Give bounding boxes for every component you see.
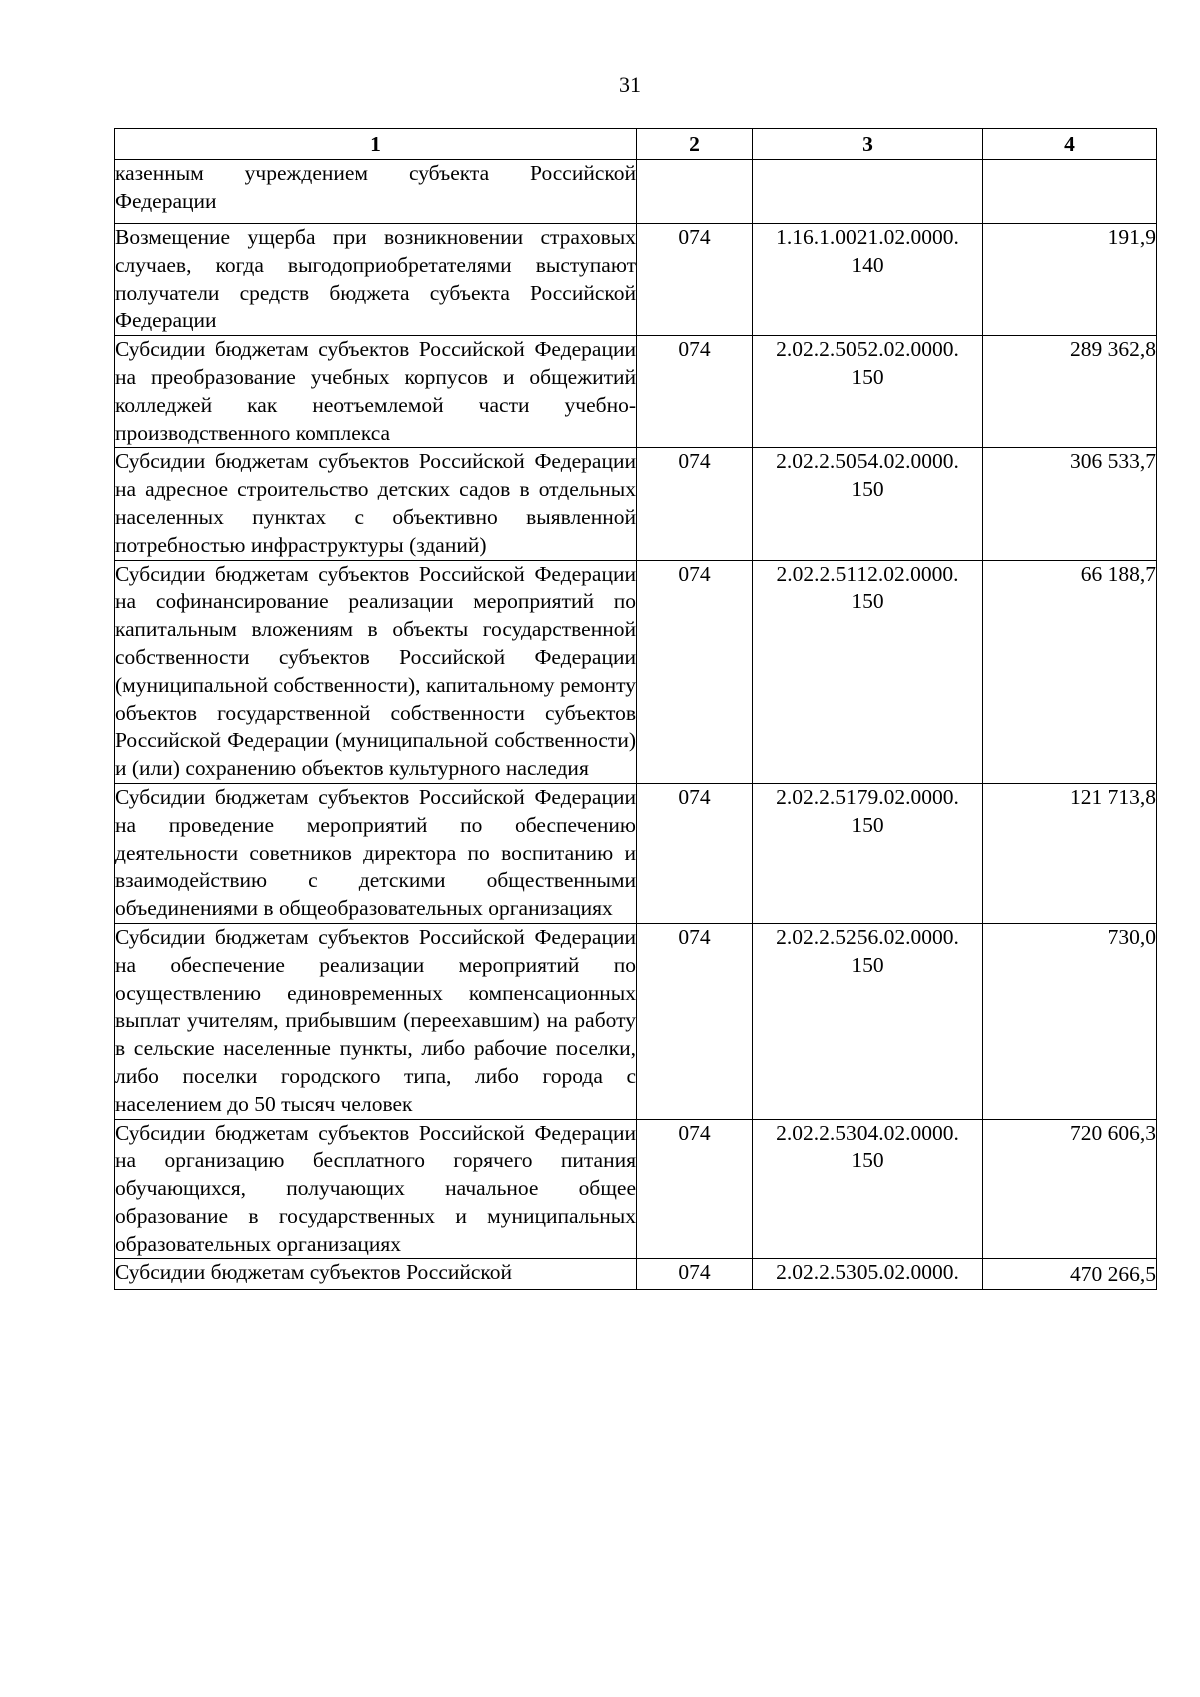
row-admin-code: 074: [637, 1259, 753, 1290]
row-admin-code: 074: [637, 336, 753, 448]
kbk-line-2: 140: [851, 252, 884, 277]
row-description: Субсидии бюджетам субъектов Российской Федерации на софинансирование реализации мероприятий по капитальным вложениям в объекты государственной собственности субъектов Российской Федерации (муниципальной собственности), капитальному ремонту объектов государственной собственности субъектов Российской Федерации (муниципальной собственности) и (или) сохранению объектов культурного наследия: [115, 560, 637, 783]
row-kbk-code: [753, 448, 983, 560]
row-amount: 730,0: [983, 923, 1157, 1119]
kbk-line-2: 150: [851, 589, 884, 614]
row-amount: 289 362,8: [983, 336, 1157, 448]
kbk-line-1: 2.02.2.5256.02.0000.: [776, 924, 959, 949]
table-header-row: [115, 129, 1157, 160]
row-admin-code: 074: [637, 923, 753, 1119]
table-row: [115, 336, 1157, 448]
row-amount: 470 266,5: [983, 1259, 1157, 1290]
kbk-line-2: 150: [851, 477, 884, 502]
row-amount: [983, 160, 1157, 224]
row-description: Субсидии бюджетам субъектов Российской Федерации на проведение мероприятий по обеспечению деятельности советников директора по воспитанию и взаимодействию с детскими общественными объединениями в общеобразовательных организациях: [115, 783, 637, 923]
row-description: Субсидии бюджетам субъектов Российской Федерации на организацию бесплатного горячего питания обучающихся, получающих начальное общее образование в государственных и муниципальных образовательных организациях: [115, 1119, 637, 1259]
row-amount: 66 188,7: [983, 560, 1157, 783]
table-row: [115, 1259, 1157, 1290]
row-description: Субсидии бюджетам субъектов Российской Федерации на адресное строительство детских садов в отдельных населенных пунктах с объективно выявленной потребностью инфраструктуры (зданий): [115, 448, 637, 560]
row-admin-code: 074: [637, 783, 753, 923]
column-header-4: 4: [983, 129, 1157, 160]
row-admin-code: 074: [637, 1119, 753, 1259]
table-row: [115, 448, 1157, 560]
row-description: Субсидии бюджетам субъектов Российской: [115, 1259, 637, 1290]
kbk-line-1: 2.02.2.5112.02.0000.: [776, 561, 959, 586]
row-amount: 121 713,8: [983, 783, 1157, 923]
column-header-2: 2: [637, 129, 753, 160]
row-kbk-code: [753, 336, 983, 448]
column-header-1: 1: [115, 129, 637, 160]
row-description: казенным учреждением субъекта Российской Федерации: [115, 160, 637, 224]
column-header-3: 3: [753, 129, 983, 160]
row-kbk-code: [753, 224, 983, 336]
row-amount: 306 533,7: [983, 448, 1157, 560]
row-kbk-code: [753, 560, 983, 783]
row-kbk-code: [753, 1119, 983, 1259]
row-kbk-code: [753, 783, 983, 923]
kbk-line-2: 150: [851, 952, 884, 977]
table-row: [115, 1119, 1157, 1259]
kbk-line-1: 2.02.2.5304.02.0000.: [776, 1120, 959, 1145]
kbk-line-1: 2.02.2.5052.02.0000.: [776, 337, 959, 362]
row-kbk-code: [753, 923, 983, 1119]
kbk-line-2: 150: [851, 1148, 884, 1173]
row-kbk-code: [753, 160, 983, 224]
row-kbk-code: [753, 1259, 983, 1290]
row-description: Субсидии бюджетам субъектов Российской Федерации на обеспечение реализации мероприятий по осуществлению единовременных компенсационных выплат учителям, прибывшим (переехавшим) на работу в сельские населенные пункты, либо рабочие поселки, либо поселки городского типа, либо города с населением до 50 тысяч человек: [115, 923, 637, 1119]
kbk-line-1: 1.16.1.0021.02.0000.: [776, 225, 959, 249]
row-admin-code: 074: [637, 560, 753, 783]
row-admin-code: 074: [637, 448, 753, 560]
kbk-line-1: 2.02.2.5305.02.0000.: [776, 1260, 959, 1285]
kbk-line-1: 2.02.2.5179.02.0000.: [776, 784, 959, 809]
kbk-line-2: 150: [851, 812, 884, 837]
row-amount: 720 606,3: [983, 1119, 1157, 1259]
table-row: [115, 560, 1157, 783]
row-description: Субсидии бюджетам субъектов Российской Федерации на преобразование учебных корпусов и общежитий колледжей как неотъемлемой части учебно-производственного комплекса: [115, 336, 637, 448]
kbk-line-1: 2.02.2.5054.02.0000.: [776, 449, 959, 474]
table-row: [115, 224, 1157, 336]
table-row: [115, 923, 1157, 1119]
table-row: [115, 783, 1157, 923]
row-admin-code: 074: [637, 224, 753, 336]
row-description: Возмещение ущерба при возникновении страховых случаев, когда выгодоприобретателями выступают получатели средств бюджета субъекта Российской Федерации: [115, 224, 637, 336]
budget-revenue-table: [114, 128, 1157, 1290]
row-amount: 191,9: [983, 224, 1157, 336]
kbk-line-2: 150: [851, 364, 884, 389]
page-number: 31: [619, 72, 641, 97]
table-row: [115, 160, 1157, 224]
row-admin-code: [637, 160, 753, 224]
